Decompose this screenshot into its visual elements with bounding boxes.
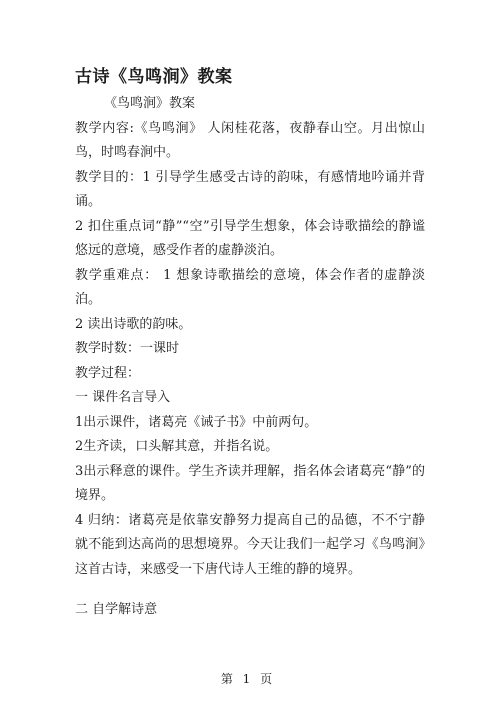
paragraph-process-heading: 教学过程： <box>75 365 141 381</box>
subtitle-line: 《鸟鸣涧》教案 <box>104 96 196 111</box>
paragraph-class-hours: 教学时数：一课时 <box>75 341 180 356</box>
section-heading-1: 一 课件名言导入 <box>75 390 171 405</box>
paragraph-key-difficulty-1: 教学重难点： 1 想象诗歌描绘的意境，体会作者的虚静淡泊。 <box>75 267 425 307</box>
paragraph-teaching-goal-2: 2 扣住重点词“静”“空”引导学生想象，体会诗歌描绘的静谧悠远的意境，感受作者的虚静淡泊。 <box>75 218 425 258</box>
paragraph-key-difficulty-2: 2 读出诗歌的韵味。 <box>75 316 192 332</box>
step-3: 3出示释意的课件。学生齐读并理解，指名体会诸葛亮“静”的境界。 <box>75 463 425 503</box>
paragraph-teaching-content: 教学内容:《鸟鸣涧》 人闲桂花落，夜静春山空。月出惊山鸟，时鸣春涧中。 <box>75 120 425 160</box>
section-spacer <box>75 582 425 598</box>
paragraph-teaching-goal-1: 教学目的：1 引导学生感受古诗的韵味，有感情地吟诵并背诵。 <box>75 169 425 209</box>
section-heading-2: 二 自学解诗意 <box>75 602 158 617</box>
step-4: 4 归纳：诸葛亮是依靠安静努力提高自己的品德，不不宁静就不能到达高尚的思想境界。今天让我们一起学习《鸟鸣涧》这首古诗，来感受一下唐代诗人王维的静的境界。 <box>75 512 425 577</box>
step-1: 1出示课件，诸葛亮《诫子书》中前两句。 <box>75 414 318 430</box>
document-title: 古诗《鸟鸣涧》教案 <box>75 67 233 87</box>
document-body <box>75 92 425 623</box>
step-2: 2生齐读，口头解其意，并指名说。 <box>75 439 279 454</box>
page-number: 第 1 页 <box>220 672 276 686</box>
